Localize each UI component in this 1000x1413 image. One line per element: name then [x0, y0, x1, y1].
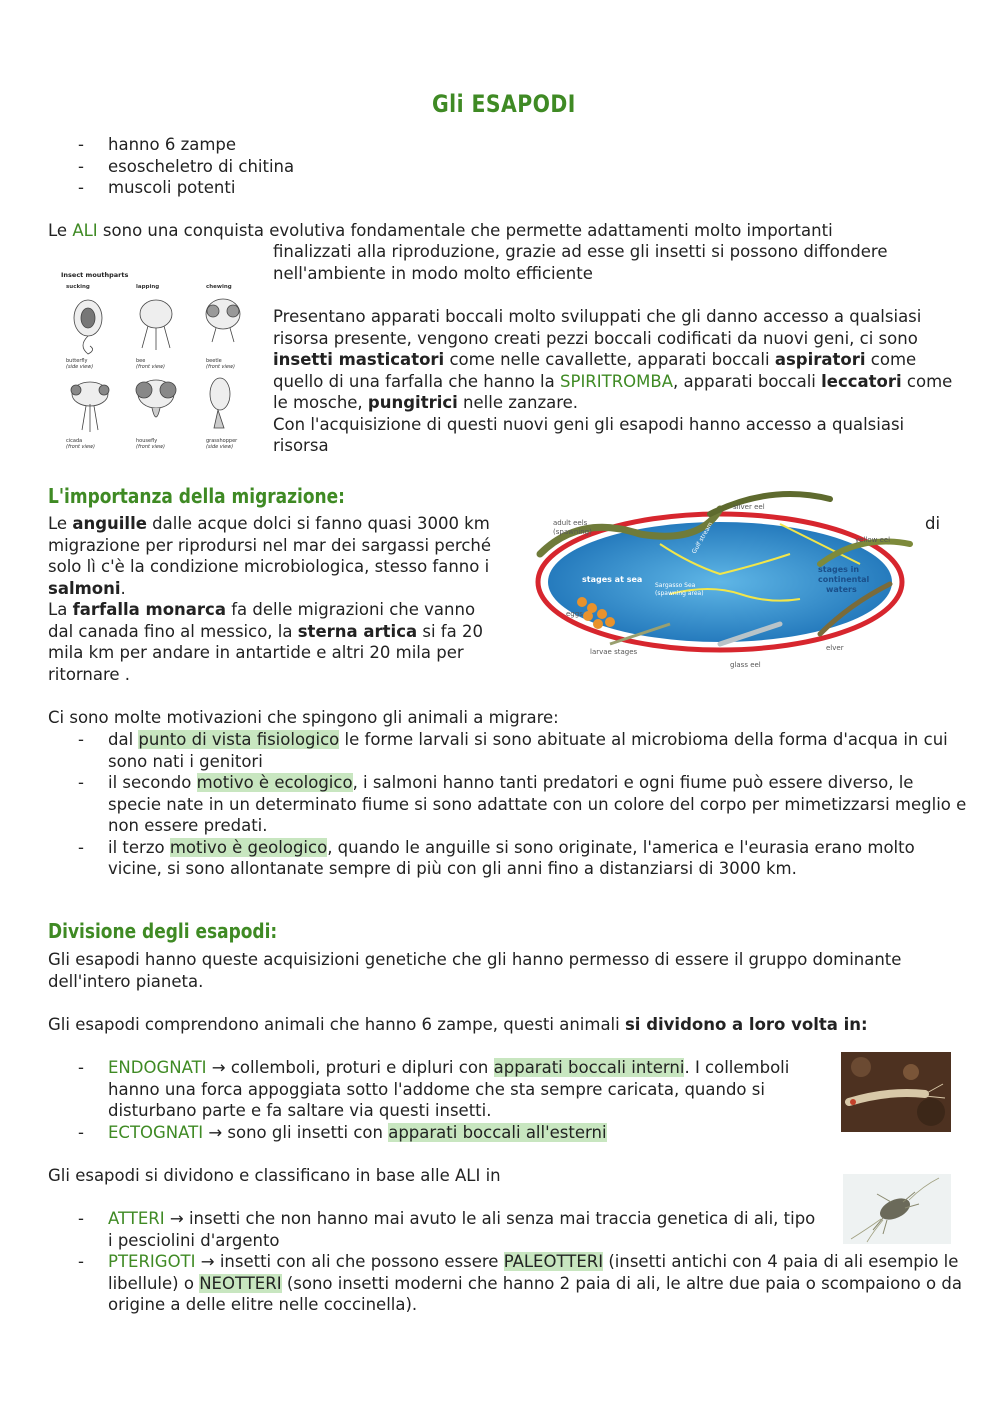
fig-label: (front view) [136, 444, 166, 450]
divisione-p2: Gli esapodi comprendono animali che hanno 6 zampe, questi animali si dividono a loro volta in: [48, 1015, 868, 1034]
ali-paragraph-line1: Le ALI sono una conquista evolutiva fondamentale che permette adattamenti molto importanti [48, 221, 833, 240]
list-item: - hanno 6 zampe [48, 134, 548, 156]
list-item: - il terzo motivo è geologico, quando le anguille si sono originate, l'america e l'eurasia erano molto vicine, si sono allontanate sempre di più con gli anni fino a distanziarsi di 3000 km. [48, 837, 968, 880]
fig-label: (side view) [66, 364, 94, 370]
list-item: - muscoli potenti [48, 177, 548, 199]
fig-label: waters [826, 585, 857, 594]
fig-label: (front view) [66, 444, 96, 450]
insect-mouthparts-figure [58, 266, 268, 456]
gnati-list [48, 1057, 828, 1143]
fig-label: (front view) [206, 364, 236, 370]
boccali-paragraph: Presentano apparati boccali molto sviluppati che gli danno accesso a qualsiasi risorsa presente, vengono creati pezzi boccali codificati da nuovi geni, ci sono insetti masticatori come nelle cavallette, apparati boccali aspiratori come quello di una farfalla che hanno la SPIRITROMBA, apparati boccali leccatori come le mosche, pungitrici nelle zanzare. Con l'acquisizione di questi nuovi geni gli esapodi hanno accesso a qualsiasi risorsa [273, 307, 953, 455]
fig-label: Gulf stream [690, 521, 715, 555]
migrazione-word: di [925, 514, 941, 533]
fig-label: yellow eel [855, 536, 891, 544]
ali-term: ALI [72, 221, 98, 240]
fig-label: cicada [66, 438, 83, 444]
ali-paragraph-rest: finalizzati alla riproduzione, grazie ad esse gli insetti si possono diffondere nell'ambiente in modo molto efficiente [273, 242, 888, 283]
fig-col: sucking [66, 284, 90, 290]
fig-col: lapping [136, 284, 160, 290]
fig-label: (side view) [206, 444, 234, 450]
list-item: - ECTOGNATI → sono gli insetti con apparati boccali all'esterni [48, 1122, 828, 1144]
list-item: - ATTERI → insetti che non hanno mai avuto le ali senza mai traccia genetica di ali, tipo i pesciolini d'argento [48, 1208, 818, 1251]
list-item: - ENDOGNATI → collemboli, proturi e dipluri con apparati boccali interni. I collemboli hanno una forca appoggiata sotto l'addome che sta sempre caricata, quando si disturbano parte e fa saltare via questi insetti. [48, 1057, 828, 1122]
spiritromba-term: SPIRITROMBA [560, 371, 674, 391]
list-item: - dal punto di vista fisiologico le forme larvali si sono abituate al microbioma della forma d'acqua in cui sono nati i genitori [48, 729, 968, 772]
fig-label: (spawning area) [655, 590, 704, 597]
list-item: - esoscheletro di chitina [48, 156, 548, 178]
divisione-p3: Gli esapodi si dividono e classificano in base alle ALI in [48, 1166, 501, 1185]
fig-label: grasshopper [206, 438, 238, 444]
fig-label: larvae stages [590, 648, 638, 656]
fig-label: beetle [206, 358, 222, 364]
fig-col: chewing [206, 284, 232, 290]
motivazioni-list [48, 729, 968, 880]
section-heading-migrazione: L'importanza della migrazione: [48, 484, 345, 508]
fig-label: stages in [818, 565, 860, 574]
section-heading-divisione: Divisione degli esapodi: [48, 919, 278, 943]
fig-label: adult eels [553, 519, 588, 527]
fig-label: (front view) [136, 364, 166, 370]
fig-label: bee [136, 358, 146, 364]
list-item: - il secondo motivo è ecologico, i salmoni hanno tanti predatori e ogni fiume può essere diverso, le specie nate in un determinato fiume si sono adattate con un colore del corpo per mimetizzarsi meglio e non essere predati. [48, 772, 968, 837]
fig-label: stages at sea [582, 575, 643, 584]
fig-label: eggs [566, 610, 583, 618]
motivazioni-intro: Ci sono molte motivazioni che spingono gli animali a migrare: [48, 708, 559, 727]
divisione-p1: Gli esapodi hanno queste acquisizioni genetiche che gli hanno permesso di essere il gruppo dominante dell'intero pianeta. [48, 950, 902, 991]
fig-label: silver eel [733, 503, 765, 511]
migrazione-paragraph: Le anguille dalle acque dolci si fanno quasi 3000 km migrazione per riprodursi nel mar dei sargassi perché solo lì c'è la condizione microbiologica, stesso fanno i salmoni. La farfalla monarca fa delle migrazioni che vanno dal canada fino al messico, la sterna artica si fa 20 mila km per andare in antartide e altri 20 mila per ritornare . [48, 514, 492, 684]
intro-list [48, 134, 548, 199]
fig-label: Sargasso Sea [655, 582, 696, 589]
fig-title: Insect mouthparts [61, 271, 129, 279]
page-title: Gli ESAPODI [432, 90, 576, 118]
fig-label: butterfly [66, 358, 88, 364]
eel-migration-figure [520, 484, 920, 680]
list-item: - PTERIGOTI → insetti con ali che possono essere PALEOTTERI (insetti antichi con 4 paia di ali esempio le libellule) o NEOTTERI (sono insetti moderni che hanno 2 paia di ali, le altre due paia o scompaiono o da origine a delle elitre nelle coccinella). [48, 1251, 968, 1316]
fig-label: (spawning) [553, 528, 592, 536]
fig-label: housefly [136, 438, 158, 444]
collembolo-photo [841, 1052, 951, 1132]
ali-classification-list [48, 1208, 968, 1316]
fig-label: elver [826, 644, 844, 652]
fig-label: continental [818, 575, 870, 584]
fig-label: glass eel [730, 661, 761, 669]
